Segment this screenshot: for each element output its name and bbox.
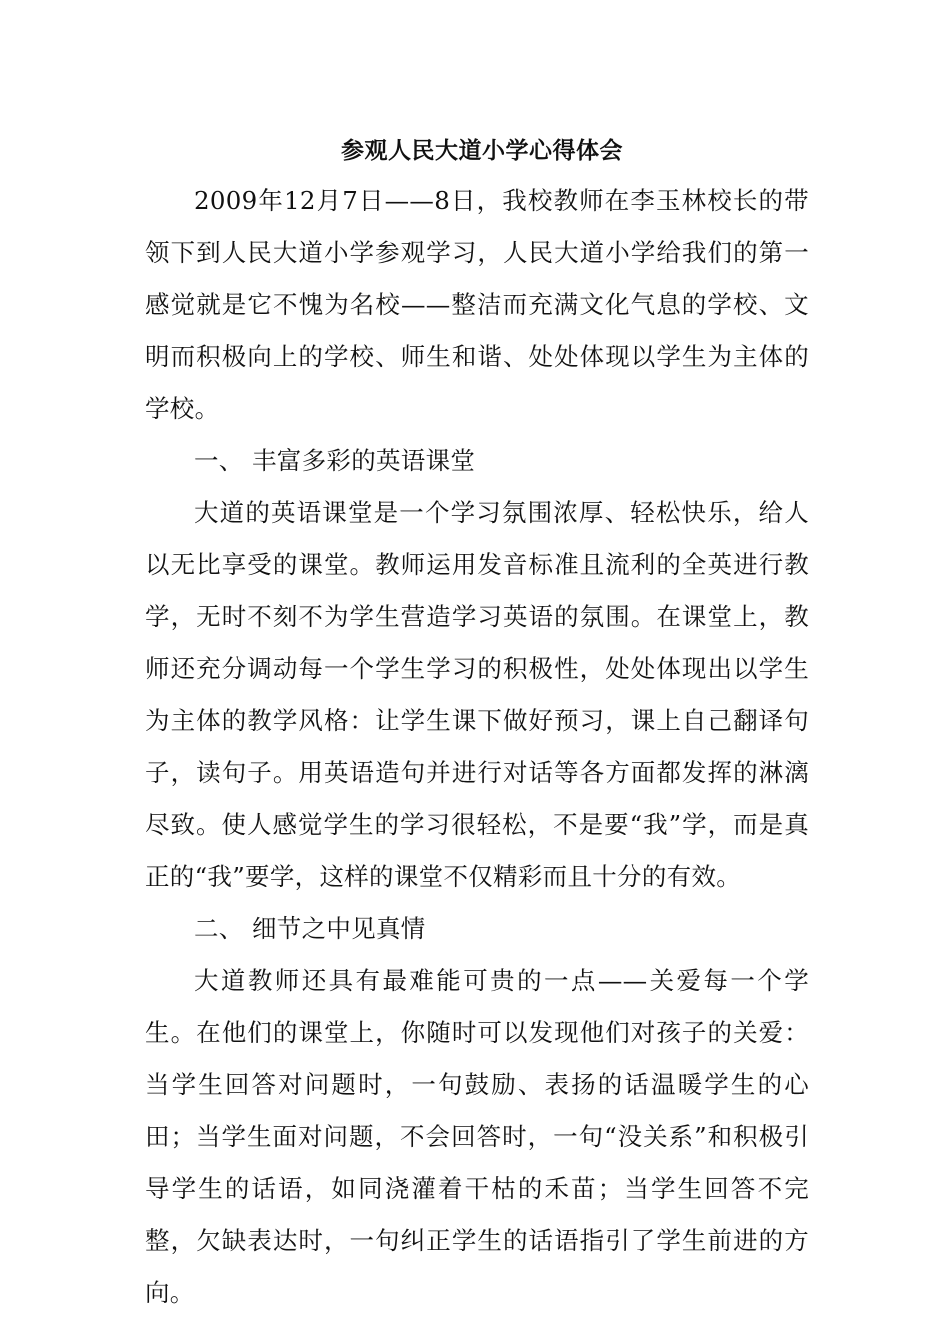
document-title: 参观人民大道小学心得体会: [341, 137, 623, 164]
section-heading-text-2: 细节之中见真情: [252, 914, 426, 943]
section-paragraph-2: 大道教师还具有最难能可贵的一点——关爱每一个学生。在他们的课堂上，你随时可以发现他们对孩子的关爱：当学生回答对问题时，一句鼓励、表扬的话温暖学生的心田；当学生面对问题，不会回答时，一句“没关系”和积极引导学生的话语，如同浇灌着干枯的禾苗；当学生回答不完整，欠缺表达时，一句纠正学生的话语指引了学生前进的方向。: [145, 966, 809, 1307]
section-heading-2: [145, 903, 809, 955]
section-paragraph-1: 大道的英语课堂是一个学习氛围浓厚、轻松快乐，给人以无比享受的课堂。教师运用发音标准且流利的全英进行教学，无时不刻不为学生营造学习英语的氛围。在课堂上，教师还充分调动每一个学生学习的积极性，处处体现出以学生为主体的教学风格：让学生课下做好预习，课上自己翻译句子，读句子。用英语造句并进行对话等各方面都发挥的淋漓尽致。使人感觉学生的学习很轻松，不是要“我”学，而是真正的“我”要学，这样的课堂不仅精彩而且十分的有效。: [145, 498, 809, 891]
section-number-2: 二、: [194, 914, 244, 943]
section-number-1: 一、: [194, 446, 244, 475]
section-heading-text-1: 丰富多彩的英语课堂: [252, 446, 476, 475]
intro-paragraph: 2009年12月7日——8日，我校教师在李玉林校长的带领下到人民大道小学参观学习，人民大道小学给我们的第一感觉就是它不愧为名校——整洁而充满文化气息的学校、文明而积极向上的学校、师生和谐、处处体现以学生为主体的学校。: [145, 186, 809, 423]
section-heading-1: [145, 435, 809, 487]
document-body: [145, 127, 809, 1319]
